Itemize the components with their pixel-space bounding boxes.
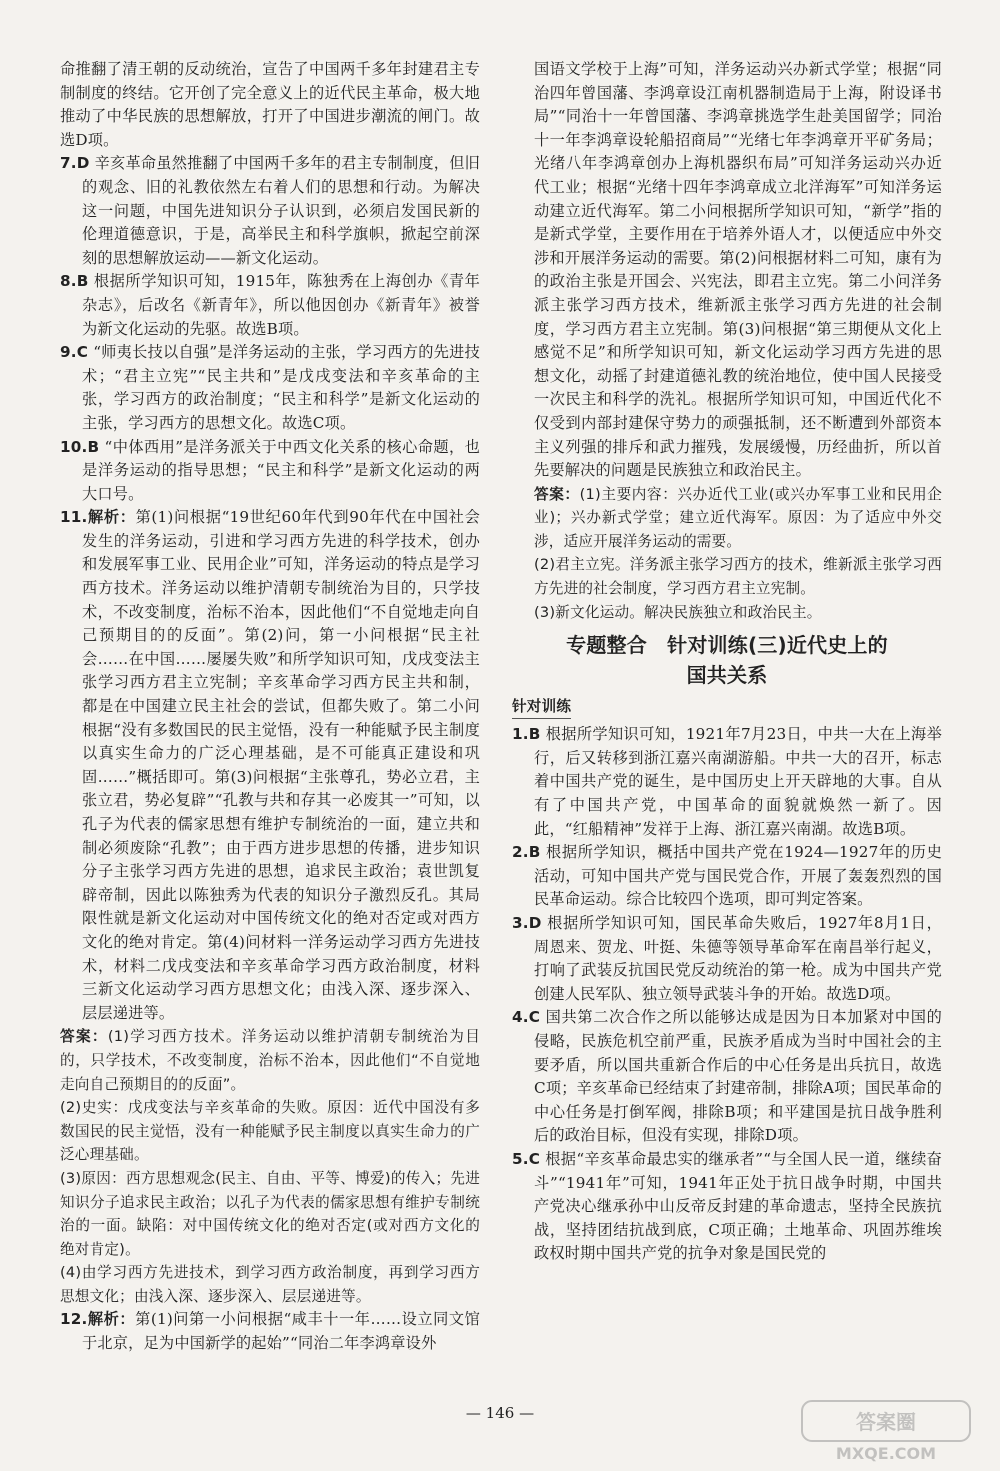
item-text: “师夷长技以自强”是洋务运动的主张，学习西方的先进技术；“君主立宪”“民主共和”是戊戌变法和辛亥革命的主张，学习西方的政治制度；“民主和科学”是新文化运动的主张，学习西方的思想文化。故选C项。 — [82, 343, 480, 432]
left-item-11 — [60, 506, 480, 1025]
item-number: 7.D — [60, 154, 90, 173]
watermark-text: MXQE.COM — [835, 1444, 937, 1463]
answer-3: (3)新文化运动。解决民族独立和政治民主。 — [534, 603, 822, 621]
left-item-12 — [60, 1308, 480, 1355]
section-subhead: 针对训练 — [512, 696, 571, 719]
left-item-0 — [60, 58, 480, 152]
item-text: 根据所学知识可知，1915年，陈独秀在上海创办《青年杂志》，后改名《新青年》，所以他因创办《新青年》被誉为新文化运动的先驱。故选B项。 — [82, 272, 480, 338]
item-number: 4.C — [512, 1008, 541, 1027]
item-number: 8.B — [60, 272, 89, 291]
item-text: 命推翻了清王朝的反动统治，宣告了中国两千多年封建君主专制制度的终结。它开创了完全意义上的近代民主革命，极大地推动了中华民族的思想解放，打开了中国进步潮流的闸门。故选D项。 — [60, 60, 480, 149]
item-text: 根据所学知识可知，1921年7月23日，中共一大在上海举行，后又转移到浙江嘉兴南湖游船。中共一大的召开，标志着中国共产党的诞生，是中国历史上开天辟地的大事。自从有了中国共产党，中国革命的面貌就焕然一新了。因此，“红船精神”发祥于上海、浙江嘉兴南湖。故选B项。 — [534, 725, 942, 838]
item-text: 国共第二次合作之所以能够达成是因为日本加紧对中国的侵略，民族危机空前严重，民族矛盾成为当时中国社会的主要矛盾，所以国共重新合作后的中心任务是出兵抗日，故选C项；辛亥革命已经结束了封建帝制，排除A项；国民革命的中心任务是打倒军阀，排除B项；和平建国是抗日战争胜利后的政治目标，但没有实现，排除D项。 — [534, 1008, 942, 1145]
answer-text: (1)主要内容：兴办近代工业(或兴办军事工业和民用企业)；兴办新式学堂；建立近代海军。原因：为了适应中外交涉，适应开展洋务运动的需要。 — [534, 485, 942, 550]
item-text: “中体西用”是洋务派关于中西文化关系的核心命题，也是洋务运动的指导思想；“民主和科学”是新文化运动的两大口号。 — [82, 437, 480, 503]
answer-2: (2)君主立宪。洋务派主张学习西方的技术，维新派主张学习西方先进的社会制度，学习西方君主立宪制。 — [534, 556, 942, 598]
item-text: 第(1)问第一小问根据“咸丰十一年……设立同文馆于北京，足为中国新学的起始”“同治二年李鸿章设外 — [82, 1310, 480, 1353]
right-item-3 — [512, 912, 942, 1006]
svg-text:答案圈: 答案圈 — [856, 1410, 916, 1434]
item-text: 第(1)问根据“19世纪60年代到90年代在中国社会发生的洋务运动，引进和学习西方先进的科学技术，创办和发展军事工业、民用企业”可知，洋务运动的特点是学习西方技术。洋务运动以维护清朝专制统治为目的，只学技术，不改变制度，治标不治本，因此他们“不自觉地走向自己预期目的的反面”。第(2)问，第一小问根据“民主社会……在中国……屡屡失败”和所学知识可知，戊戌变法主张学习西方君主立宪制；辛亥革命学习西方民主共和制，都是在中国建立民主社会的尝试，但都失败了。第二小问根据“没有多数国民的民主觉悟，没有一种能赋予民主制度以真实生命力的广泛心理基础，是不可能真正建设和巩固……”概括即可。第(3)问根据“主张尊孔，势必立君，主张立君，势必复辟”“孔教与共和存其一必废其一”可知，以孔子为代表的儒家思想有维护专制统治的一面，建立共和制必须废除“孔教”；由于西方进步思想的传播，进步知识分子主张学习西方先进的思想，追求民主政治；袁世凯复辟帝制，因此以陈独秀为代表的知识分子激烈反孔。其局限性就是新文化运动对中国传统文化的绝对否定或对西方文化的绝对肯定。第(4)问材料一洋务运动学习西方先进技术，材料二戊戌变法和辛亥革命学习西方政治制度，材料三新文化运动学习西方思想文化；由浅入深、逐步深入、层层递进等。 — [82, 508, 480, 1022]
item-text: 根据所学知识可知，国民革命失败后，1927年8月1日，周恩来、贺龙、叶挺、朱德等领导革命军在南昌举行起义，打响了武装反抗国民党反动统治的第一枪。成为中国共产党创建人民军队、独立领导武装斗争的开始。故选D项。 — [534, 914, 942, 1003]
section-title-line2: 国共关系 — [686, 663, 768, 688]
answer-3: (3)原因：西方思想观念(民主、自由、平等、博爱)的传入；先进知识分子追求民主政治；以孔子为代表的儒家思想有维护专制统治的一面。缺陷：对中国传统文化的绝对否定(或对西方文化的绝对肯定)。 — [60, 1169, 480, 1258]
item-number: 12. — [60, 1310, 88, 1329]
watermark-logo-icon — [796, 1395, 976, 1465]
item-number: 10.B — [60, 437, 100, 456]
left-answers — [60, 1025, 480, 1308]
item-text: 根据所学知识，概括中国共产党在1924—1927年的历史活动，可知中国共产党与国民党合作，开展了轰轰烈烈的国民革命运动。综合比较四个选项，即可判定答案。 — [534, 843, 943, 909]
item-number: 9.C — [60, 343, 89, 362]
right-answers — [512, 483, 942, 625]
answer-2: (2)史实：戊戌变法与辛亥革命的失败。原因：近代中国没有多数国民的民主觉悟，没有一种能赋予民主制度以真实生命力的广泛心理基础。 — [60, 1099, 480, 1164]
answer-4: (4)由学习西方先进技术，到学习西方政治制度，再到学习西方思想文化；由浅入深、逐步深入、层层递进等。 — [60, 1264, 480, 1305]
left-item-10 — [60, 436, 480, 507]
section-title — [512, 630, 942, 690]
answer-1 — [534, 483, 942, 554]
item-number: 1.B — [512, 725, 541, 744]
right-item-2 — [512, 841, 942, 912]
answer-label: 答案： — [534, 485, 580, 503]
left-item-8 — [60, 270, 480, 341]
right-column — [512, 58, 942, 1266]
item-text: 辛亥革命虽然推翻了中国两千多年的君主专制制度，但旧的观念、旧的礼教依然左右着人们的思想和行动。为解决这一问题，中国先进知识分子认识到，必须启发国民新的伦理道德意识，于是，高举民主和科学旗帜，掀起空前深刻的思想解放运动——新文化运动。 — [82, 154, 481, 267]
item-number: 3.D — [512, 914, 542, 932]
section-title-line1: 专题整合 针对训练(三)近代史上的 — [566, 633, 888, 658]
q12-continuation: 国语文学校于上海”可知，洋务运动兴办新式学堂；根据“同治四年曾国藩、李鸿章设江南机器制造局于上海，附设译书局”“同治十一年曾国藩、李鸿章挑选学生赴美国留学；同治十一年李鸿章设轮船招商局”“光绪七年李鸿章开平矿务局；光绪八年李鸿章创办上海机器织布局”可知洋务运动兴办近代工业；根据“光绪十四年李鸿章成立北洋海军”可知洋务运动建立近代海军。第二小问根据所学知识可知，“新学”指的是新式学堂，主要作用在于培养外语人才，以便适应中外交涉和开展洋务运动的需要。第(2)问根据材料二可知，康有为的政治主张是开国会、兴宪法，即君主立宪。第二小问洋务派主张学习西方技术，维新派主张学习西方先进的社会制度，学习西方君主立宪制。第(3)问根据“第三期便从文化上感觉不足”和所学知识可知，新文化运动学习西方先进的思想文化，动摇了封建道德礼教的统治地位，使中国人民接受一次民主和科学的洗礼。根据所学知识可知，中国近代化不仅受到内部封建保守势力的顽强抵制，还不断遭到外部资本主义列强的排斥和武力摧残，发展缓慢，历经曲折，所以首先要解决的问题是民族独立和政治民主。 — [534, 60, 942, 480]
analysis-label: 解析： — [87, 508, 136, 527]
answer-text: (1)学习西方技术。洋务运动以维护清朝专制统治为目的，只学技术，不改变制度，治标不治本，因此他们“不自觉地走向自己预期目的的反面”。 — [60, 1028, 480, 1093]
left-item-9 — [60, 341, 480, 435]
answer-1 — [60, 1025, 480, 1096]
answer-label: 答案： — [60, 1028, 108, 1046]
item-number: 11. — [60, 508, 88, 527]
right-item-5 — [512, 1148, 942, 1266]
page-number: — 146 — — [465, 1404, 535, 1422]
item-number: 2.B — [512, 843, 541, 862]
analysis-label: 解析： — [87, 1310, 136, 1329]
item-text: 根据“辛亥革命最忠实的继承者”“与全国人民一道，继续奋斗”“1941年”可知，1941年正处于抗日战争时期，中国共产党决心继承孙中山反帝反封建的革命遗志，坚持全民族抗战，坚持团结抗战到底，C项正确；土地革命、巩固苏维埃政权时期中国共产党的抗争对象是国民党的 — [534, 1149, 942, 1263]
item-number: 5.C — [512, 1149, 541, 1168]
left-item-7 — [60, 152, 480, 270]
right-item-1 — [512, 723, 942, 841]
right-item-4 — [512, 1006, 942, 1148]
left-column — [60, 58, 480, 1356]
